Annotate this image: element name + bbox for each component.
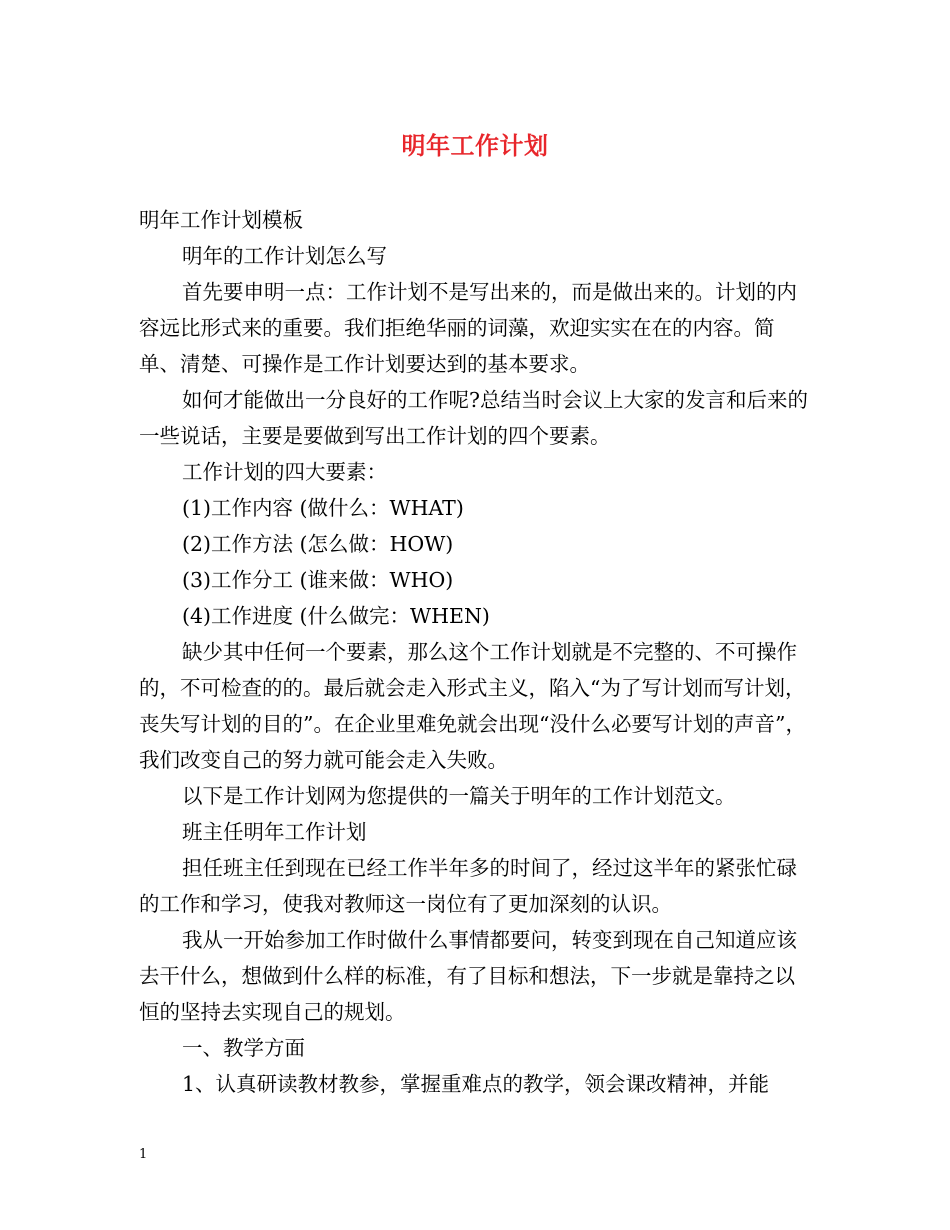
list-item: (3)工作分工 (谁来做：WHO) bbox=[182, 568, 454, 592]
paragraph: 以下是工作计划网为您提供的一篇关于明年的工作计划范文。 bbox=[182, 784, 736, 808]
paragraph: 担任班主任到现在已经工作半年多的时间了，经过这半年的紧张忙碌的工作和学习，使我对教师这一岗位有了更加深刻的认识。 bbox=[139, 856, 797, 916]
paragraph: 工作计划的四大要素： bbox=[182, 460, 387, 484]
paragraph: 我从一开始参加工作时做什么事情都要问，转变到现在自己知道应该去干什么，想做到什么样的标准，有了目标和想法，下一步就是靠持之以恒的坚持去实现自己的规划。 bbox=[139, 928, 797, 1024]
paragraph: 1、认真研读教材教参，掌握重难点的教学，领会课改精神，并能 bbox=[182, 1072, 770, 1096]
paragraph: 如何才能做出一分良好的工作呢?总结当时会议上大家的发言和后来的一些说话，主要是要做到写出工作计划的四个要素。 bbox=[139, 388, 808, 448]
paragraph: 明年的工作计划怎么写 bbox=[182, 244, 387, 268]
document-title: 明年工作计划 bbox=[401, 131, 549, 160]
list-item: (1)工作内容 (做什么：WHAT) bbox=[182, 496, 464, 520]
list-item: (4)工作进度 (什么做完：WHEN) bbox=[182, 604, 490, 628]
page-number: 1 bbox=[139, 1147, 148, 1162]
paragraph: 缺少其中任何一个要素，那么这个工作计划就是不完整的、不可操作的，不可检查的的。最后就会走入形式主义，陷入“为了写计划而写计划，丧失写计划的目的”。在企业里难免就会出现“没什么必要写计划的声音”，我们改变自己的努力就可能会走入失败。 bbox=[139, 640, 806, 772]
paragraph: 明年工作计划模板 bbox=[139, 208, 303, 232]
section-heading: 一、教学方面 bbox=[182, 1036, 305, 1060]
document-body bbox=[139, 202, 813, 1102]
list-item: (2)工作方法 (怎么做：HOW) bbox=[182, 532, 454, 556]
paragraph: 首先要申明一点：工作计划不是写出来的，而是做出来的。计划的内容远比形式来的重要。我们拒绝华丽的词藻，欢迎实实在在的内容。简单、清楚、可操作是工作计划要达到的基本要求。 bbox=[139, 280, 797, 376]
section-heading: 班主任明年工作计划 bbox=[182, 820, 367, 844]
